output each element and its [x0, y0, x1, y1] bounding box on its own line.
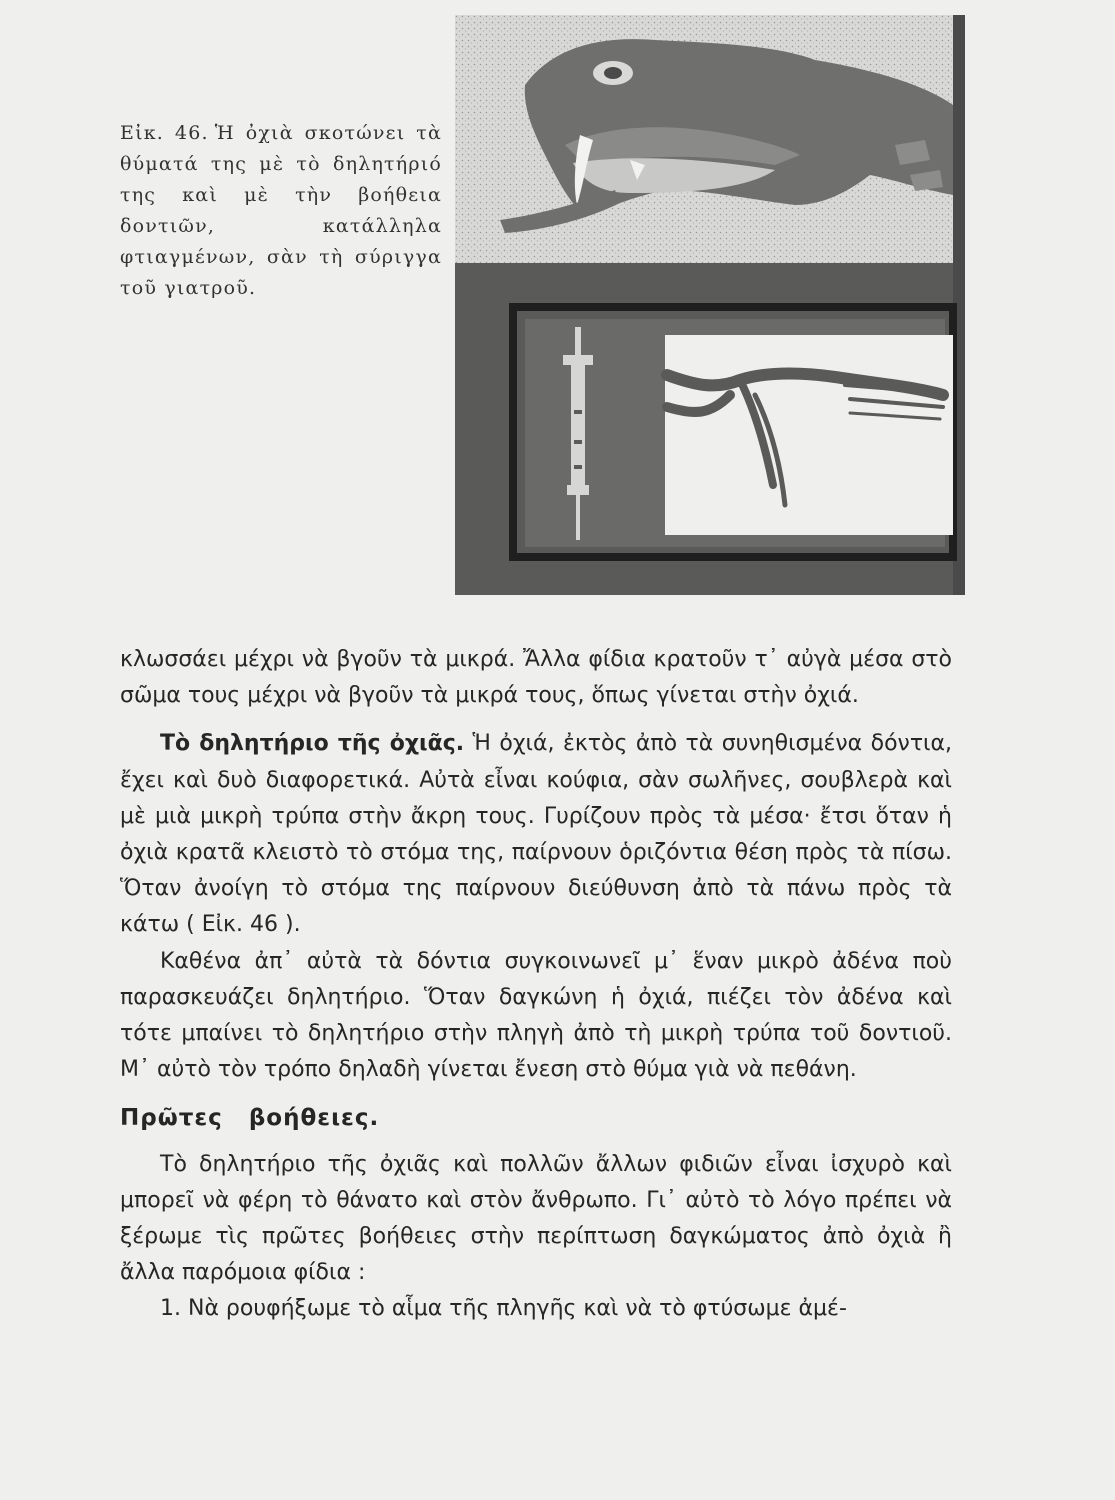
- figure-label: Εἰκ. 46.: [120, 122, 209, 144]
- paragraph: Καθένα ἀπ᾽ αὐτὰ τὰ δόντια συγκοινωνεῖ μ᾽ ἕναν μικρὸ ἀδένα ποὺ παρασκευάζει δηλητήριο. Ὅταν δαγκώνη ἡ ὀχιά, πιέζει τὸν ἀδένα καὶ τότε μπαίνει τὸ δηλητήριο στὴν πληγὴ ἀπὸ τὴ μικρὴ τρύπα τοῦ δοντιοῦ. Μ᾽ αὐτὸ τὸν τρόπο δηλαδὴ γίνεται ἔνεση στὸ θύμα γιὰ νὰ πεθάνη.: [120, 948, 952, 1083]
- figure-caption: [120, 118, 442, 304]
- heading-word: Πρῶτες: [120, 1105, 223, 1132]
- section-heading: [120, 1100, 952, 1136]
- figure-caption-text: Ἡ ὀχιὰ σκοτώνει τὰ θύματά της μὲ τὸ δηλητήριό της καὶ μὲ τὴν βοήθεια δοντιῶν, κατάλληλα φτιαγμένων, σὰν τὴ σύριγγα τοῦ γιατροῦ.: [120, 122, 442, 299]
- paragraph: Τὸ δηλητήριο τῆς ὀχιᾶς καὶ πολλῶν ἄλλων φιδιῶν εἶναι ἰσχυρὸ καὶ μπορεῖ νὰ φέρη τὸ θάνατο καὶ στὸν ἄνθρωπο. Γι᾽ αὐτὸ τὸ λόγο πρέπει νὰ ξέρωμε τὶς πρῶτες βοήθειες στὴν περίπτωση δαγκώματος ἀπὸ ὀχιὰ ἢ ἄλλα παρόμοια φίδια :: [120, 1151, 952, 1286]
- fang-diagram-card: [665, 335, 953, 535]
- paragraph-text: Ἡ ὀχιά, ἐκτὸς ἀπὸ τὰ συνηθισμένα δόντια, ἔχει καὶ δυὸ διαφορετικά. Αὐτὰ εἶναι κούφια, σὰν σωλῆνες, σουβλερὰ καὶ μὲ μιὰ μικρὴ τρύπα στὴν ἄκρη τους. Γυρίζουν πρὸς τὰ μέσα· ἔτσι ὅταν ἡ ὀχιὰ κρατᾶ κλειστὸ τὸ στόμα της, παίρνουν ὁριζόντια θέση πρὸς τὰ πίσω. Ὅταν ἀνοίγη τὸ στόμα της παίρνουν διεύθυνση ἀπὸ τὰ πάνω πρὸς τὰ κάτω ( Εἰκ. 46 ).: [120, 731, 952, 938]
- section-term: Τὸ δηλητήριο τῆς ὀχιᾶς.: [160, 731, 465, 757]
- paragraph: κλωσσάει μέχρι νὰ βγοῦν τὰ μικρά. Ἄλλα φίδια κρατοῦν τ᾽ αὐγὰ μέσα στὸ σῶμα τους μέχρι νὰ βγοῦν τὰ μικρά τους, ὅπως γίνεται στὴν ὀχιά.: [120, 647, 952, 709]
- body-text: [120, 642, 952, 1328]
- heading-word: βοήθειες.: [248, 1105, 380, 1132]
- paragraph: [120, 726, 952, 943]
- snake-fang-illustration: [455, 15, 965, 595]
- list-item: 1. Νὰ ρουφήξωμε τὸ αἷμα τῆς πληγῆς καὶ νὰ τὸ φτύσωμε ἀμέ-: [160, 1296, 847, 1322]
